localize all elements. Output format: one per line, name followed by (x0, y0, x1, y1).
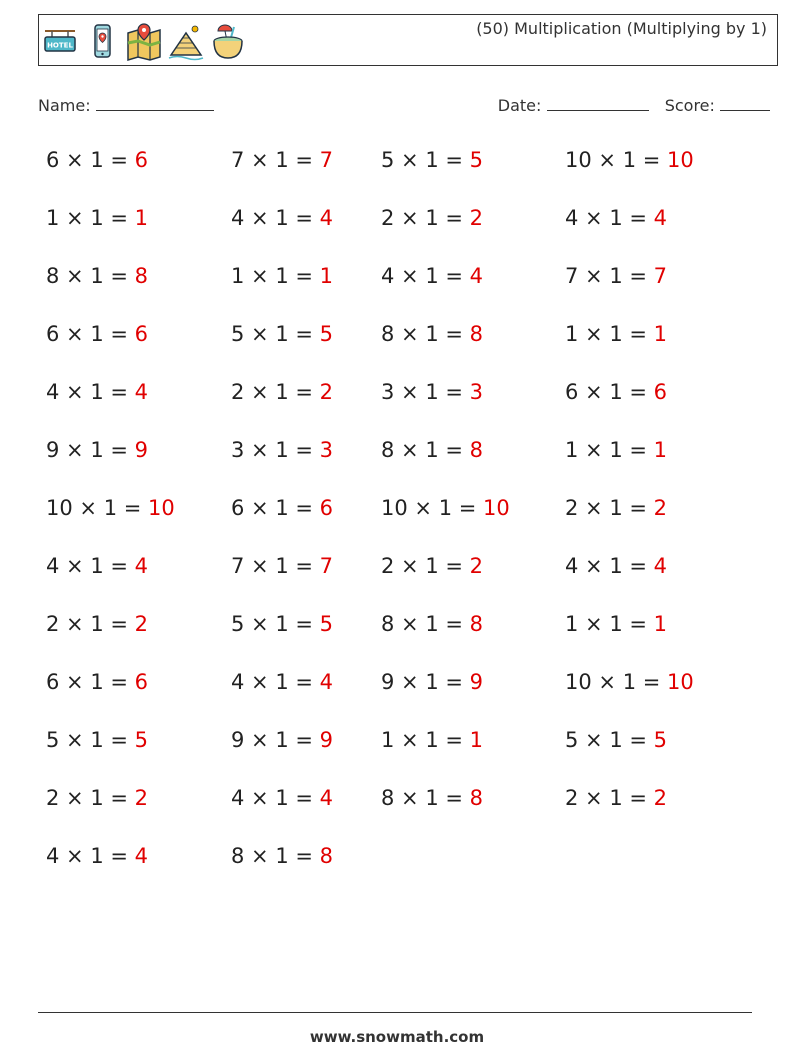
multiplier: 1 (425, 670, 439, 694)
answer: 1 (653, 322, 668, 346)
problem-item: 6 × 1 = 6 (565, 380, 668, 404)
answer: 6 (653, 380, 668, 404)
answer: 4 (134, 844, 149, 868)
map-icon (126, 21, 162, 61)
multiplicand: 8 (231, 844, 245, 868)
problem-item: 10 × 1 = 10 (565, 148, 694, 172)
problem-item: 1 × 1 = 1 (565, 438, 668, 462)
score-blank[interactable] (720, 92, 770, 111)
multiplicand: 2 (381, 206, 395, 230)
multiplier: 1 (425, 554, 439, 578)
problem-item: 2 × 1 = 2 (46, 612, 149, 636)
multiplier: 1 (90, 148, 104, 172)
multiplicand: 6 (46, 322, 60, 346)
multiplier: 1 (90, 380, 104, 404)
multiplier: 1 (275, 728, 289, 752)
multiplicand: 6 (46, 148, 60, 172)
problem-item: 3 × 1 = 3 (231, 438, 334, 462)
multiplicand: 4 (565, 206, 579, 230)
answer: 3 (469, 380, 484, 404)
answer: 8 (469, 612, 484, 636)
multiplicand: 2 (46, 612, 60, 636)
multiplicand: 1 (231, 264, 245, 288)
multiplicand: 2 (231, 380, 245, 404)
multiplicand: 7 (231, 148, 245, 172)
answer: 1 (653, 612, 668, 636)
problem-item: 6 × 1 = 6 (46, 148, 149, 172)
icon-strip (42, 21, 246, 61)
multiplier: 1 (609, 322, 623, 346)
answer: 6 (134, 148, 149, 172)
multiplier: 1 (275, 844, 289, 868)
problem-item: 2 × 1 = 2 (565, 496, 668, 520)
multiplier: 1 (275, 206, 289, 230)
problem-item: 2 × 1 = 2 (565, 786, 668, 810)
problem-item: 10 × 1 = 10 (381, 496, 510, 520)
multiplier: 1 (609, 786, 623, 810)
problem-item: 5 × 1 = 5 (565, 728, 668, 752)
multiplicand: 5 (231, 612, 245, 636)
multiplicand: 10 (381, 496, 408, 520)
multiplier: 1 (275, 496, 289, 520)
score-label: Score: (664, 96, 715, 115)
multiplier: 1 (609, 206, 623, 230)
pyramid-icon (168, 21, 204, 61)
multiplier: 1 (90, 786, 104, 810)
multiplier: 1 (622, 670, 637, 694)
problem-item: 8 × 1 = 8 (46, 264, 149, 288)
multiplier: 1 (425, 206, 439, 230)
hotel-sign-icon (42, 21, 78, 61)
multiplier: 1 (90, 322, 104, 346)
multiplicand: 10 (46, 496, 73, 520)
problem-item: 5 × 1 = 5 (381, 148, 484, 172)
multiplier: 1 (609, 554, 623, 578)
date-label: Date: (497, 96, 542, 115)
answer: 4 (319, 670, 334, 694)
problem-item: 4 × 1 = 4 (231, 670, 334, 694)
multiplier: 1 (90, 844, 104, 868)
multiplier: 1 (90, 554, 104, 578)
multiplicand: 1 (46, 206, 60, 230)
multiplicand: 5 (565, 728, 579, 752)
multiplier: 1 (425, 264, 439, 288)
multiplicand: 7 (231, 554, 245, 578)
multiplier: 1 (90, 438, 104, 462)
hotel-sign-label: HOTEL (47, 41, 73, 50)
problem-item: 7 × 1 = 7 (565, 264, 668, 288)
answer: 4 (319, 786, 334, 810)
multiplier: 1 (275, 786, 289, 810)
multiplier: 1 (275, 554, 289, 578)
problem-item: 7 × 1 = 7 (231, 554, 334, 578)
multiplier: 1 (275, 148, 289, 172)
multiplier: 1 (275, 322, 289, 346)
multiplier: 1 (609, 728, 623, 752)
multiplicand: 10 (565, 670, 592, 694)
multiplicand: 2 (46, 786, 60, 810)
problem-item: 4 × 1 = 4 (381, 264, 484, 288)
problem-item: 2 × 1 = 2 (381, 554, 484, 578)
multiplicand: 3 (231, 438, 245, 462)
problem-item: 2 × 1 = 2 (231, 380, 334, 404)
multiplicand: 4 (46, 844, 60, 868)
problem-item: 4 × 1 = 4 (46, 380, 149, 404)
student-info-row (38, 92, 770, 116)
multiplicand: 7 (565, 264, 579, 288)
multiplicand: 9 (381, 670, 395, 694)
multiplier: 1 (609, 612, 623, 636)
problem-item: 8 × 1 = 8 (381, 438, 484, 462)
answer: 1 (134, 206, 149, 230)
problem-item: 4 × 1 = 4 (231, 206, 334, 230)
multiplicand: 1 (381, 728, 395, 752)
multiplicand: 5 (46, 728, 60, 752)
multiplier: 1 (425, 786, 439, 810)
coconut-drink-icon (210, 21, 246, 61)
answer: 4 (134, 554, 149, 578)
multiplicand: 1 (565, 322, 579, 346)
multiplier: 1 (275, 380, 289, 404)
multiplier: 1 (275, 264, 289, 288)
multiplier: 1 (275, 670, 289, 694)
answer: 2 (134, 786, 149, 810)
answer: 9 (319, 728, 334, 752)
problem-item: 1 × 1 = 1 (565, 612, 668, 636)
multiplicand: 4 (46, 554, 60, 578)
multiplier: 1 (90, 264, 104, 288)
answer: 4 (469, 264, 484, 288)
problem-item: 2 × 1 = 2 (381, 206, 484, 230)
multiplicand: 8 (381, 786, 395, 810)
answer: 8 (469, 438, 484, 462)
multiplier: 1 (609, 438, 623, 462)
multiplier: 1 (90, 670, 104, 694)
multiplicand: 2 (565, 786, 579, 810)
multiplier: 1 (622, 148, 637, 172)
answer: 6 (134, 322, 149, 346)
answer: 7 (653, 264, 668, 288)
multiplier: 1 (609, 264, 623, 288)
problem-item: 4 × 1 = 4 (565, 554, 668, 578)
multiplicand: 9 (46, 438, 60, 462)
problem-item: 5 × 1 = 5 (231, 612, 334, 636)
problem-item: 3 × 1 = 3 (381, 380, 484, 404)
name-field[interactable] (38, 92, 214, 115)
multiplier: 1 (425, 612, 439, 636)
answer: 5 (469, 148, 484, 172)
problem-item: 8 × 1 = 8 (381, 612, 484, 636)
multiplier: 1 (425, 728, 439, 752)
problem-item: 7 × 1 = 7 (231, 148, 334, 172)
answer: 6 (319, 496, 334, 520)
problem-item: 5 × 1 = 5 (46, 728, 149, 752)
multiplier: 1 (425, 148, 439, 172)
multiplier: 1 (609, 496, 623, 520)
multiplicand: 6 (565, 380, 579, 404)
answer: 3 (319, 438, 334, 462)
answer: 2 (469, 554, 484, 578)
multiplicand: 4 (381, 264, 395, 288)
multiplicand: 1 (565, 612, 579, 636)
multiplicand: 4 (231, 786, 245, 810)
problem-item: 1 × 1 = 1 (381, 728, 484, 752)
problem-item: 10 × 1 = 10 (46, 496, 175, 520)
multiplier: 1 (275, 612, 289, 636)
multiplicand: 3 (381, 380, 395, 404)
problem-item: 6 × 1 = 6 (46, 670, 149, 694)
phone-location-icon (84, 21, 120, 61)
problem-item: 9 × 1 = 9 (46, 438, 149, 462)
answer: 4 (134, 380, 149, 404)
multiplier: 1 (103, 496, 118, 520)
answer: 8 (319, 844, 334, 868)
multiplicand: 10 (565, 148, 592, 172)
answer: 2 (134, 612, 149, 636)
answer: 4 (653, 206, 668, 230)
problem-item: 6 × 1 = 6 (231, 496, 334, 520)
problem-item: 8 × 1 = 8 (231, 844, 334, 868)
multiplicand: 4 (46, 380, 60, 404)
answer: 8 (469, 786, 484, 810)
name-label: Name: (38, 96, 91, 115)
multiplier: 1 (90, 206, 104, 230)
answer: 9 (134, 438, 149, 462)
answer: 4 (653, 554, 668, 578)
problem-item: 4 × 1 = 4 (565, 206, 668, 230)
problem-item: 10 × 1 = 10 (565, 670, 694, 694)
answer: 2 (319, 380, 334, 404)
answer: 7 (319, 148, 334, 172)
multiplicand: 8 (381, 612, 395, 636)
multiplicand: 5 (231, 322, 245, 346)
answer: 2 (653, 786, 668, 810)
name-blank[interactable] (96, 92, 214, 111)
answer: 5 (319, 322, 334, 346)
multiplicand: 5 (381, 148, 395, 172)
problem-item: 2 × 1 = 2 (46, 786, 149, 810)
multiplier: 1 (438, 496, 453, 520)
multiplicand: 1 (565, 438, 579, 462)
multiplier: 1 (425, 438, 439, 462)
multiplier: 1 (275, 438, 289, 462)
multiplicand: 9 (231, 728, 245, 752)
date-score-fields (498, 92, 770, 115)
answer: 1 (319, 264, 334, 288)
problem-item: 4 × 1 = 4 (46, 844, 149, 868)
answer: 1 (653, 438, 668, 462)
problem-item: 6 × 1 = 6 (46, 322, 149, 346)
answer: 10 (667, 670, 694, 694)
multiplier: 1 (90, 612, 104, 636)
answer: 4 (319, 206, 334, 230)
multiplicand: 2 (565, 496, 579, 520)
multiplicand: 8 (381, 438, 395, 462)
multiplicand: 8 (381, 322, 395, 346)
multiplier: 1 (609, 380, 623, 404)
footer-divider (38, 1012, 752, 1013)
problem-item: 9 × 1 = 9 (381, 670, 484, 694)
problem-item: 1 × 1 = 1 (46, 206, 149, 230)
answer: 10 (483, 496, 510, 520)
answer: 10 (667, 148, 694, 172)
answer: 8 (469, 322, 484, 346)
problem-item: 8 × 1 = 8 (381, 786, 484, 810)
answer: 5 (134, 728, 149, 752)
multiplicand: 4 (565, 554, 579, 578)
answer: 6 (134, 670, 149, 694)
problem-item: 4 × 1 = 4 (231, 786, 334, 810)
answer: 8 (134, 264, 149, 288)
problem-item: 5 × 1 = 5 (231, 322, 334, 346)
date-blank[interactable] (547, 92, 649, 111)
answer: 7 (319, 554, 334, 578)
answer: 10 (148, 496, 175, 520)
multiplicand: 6 (231, 496, 245, 520)
multiplicand: 8 (46, 264, 60, 288)
problem-item: 1 × 1 = 1 (565, 322, 668, 346)
answer: 2 (653, 496, 668, 520)
multiplicand: 4 (231, 670, 245, 694)
answer: 9 (469, 670, 484, 694)
multiplier: 1 (425, 322, 439, 346)
answer: 5 (319, 612, 334, 636)
answer: 2 (469, 206, 484, 230)
problem-item: 4 × 1 = 4 (46, 554, 149, 578)
multiplicand: 6 (46, 670, 60, 694)
problem-item: 1 × 1 = 1 (231, 264, 334, 288)
answer: 1 (469, 728, 484, 752)
multiplier: 1 (425, 380, 439, 404)
worksheet-title: (50) Multiplication (Multiplying by 1) (476, 19, 767, 38)
multiplicand: 2 (381, 554, 395, 578)
multiplier: 1 (90, 728, 104, 752)
problem-item: 9 × 1 = 9 (231, 728, 334, 752)
problem-item: 8 × 1 = 8 (381, 322, 484, 346)
worksheet-header (38, 14, 778, 66)
footer-website[interactable]: www.snowmath.com (309, 1028, 485, 1046)
multiplicand: 4 (231, 206, 245, 230)
answer: 5 (653, 728, 668, 752)
